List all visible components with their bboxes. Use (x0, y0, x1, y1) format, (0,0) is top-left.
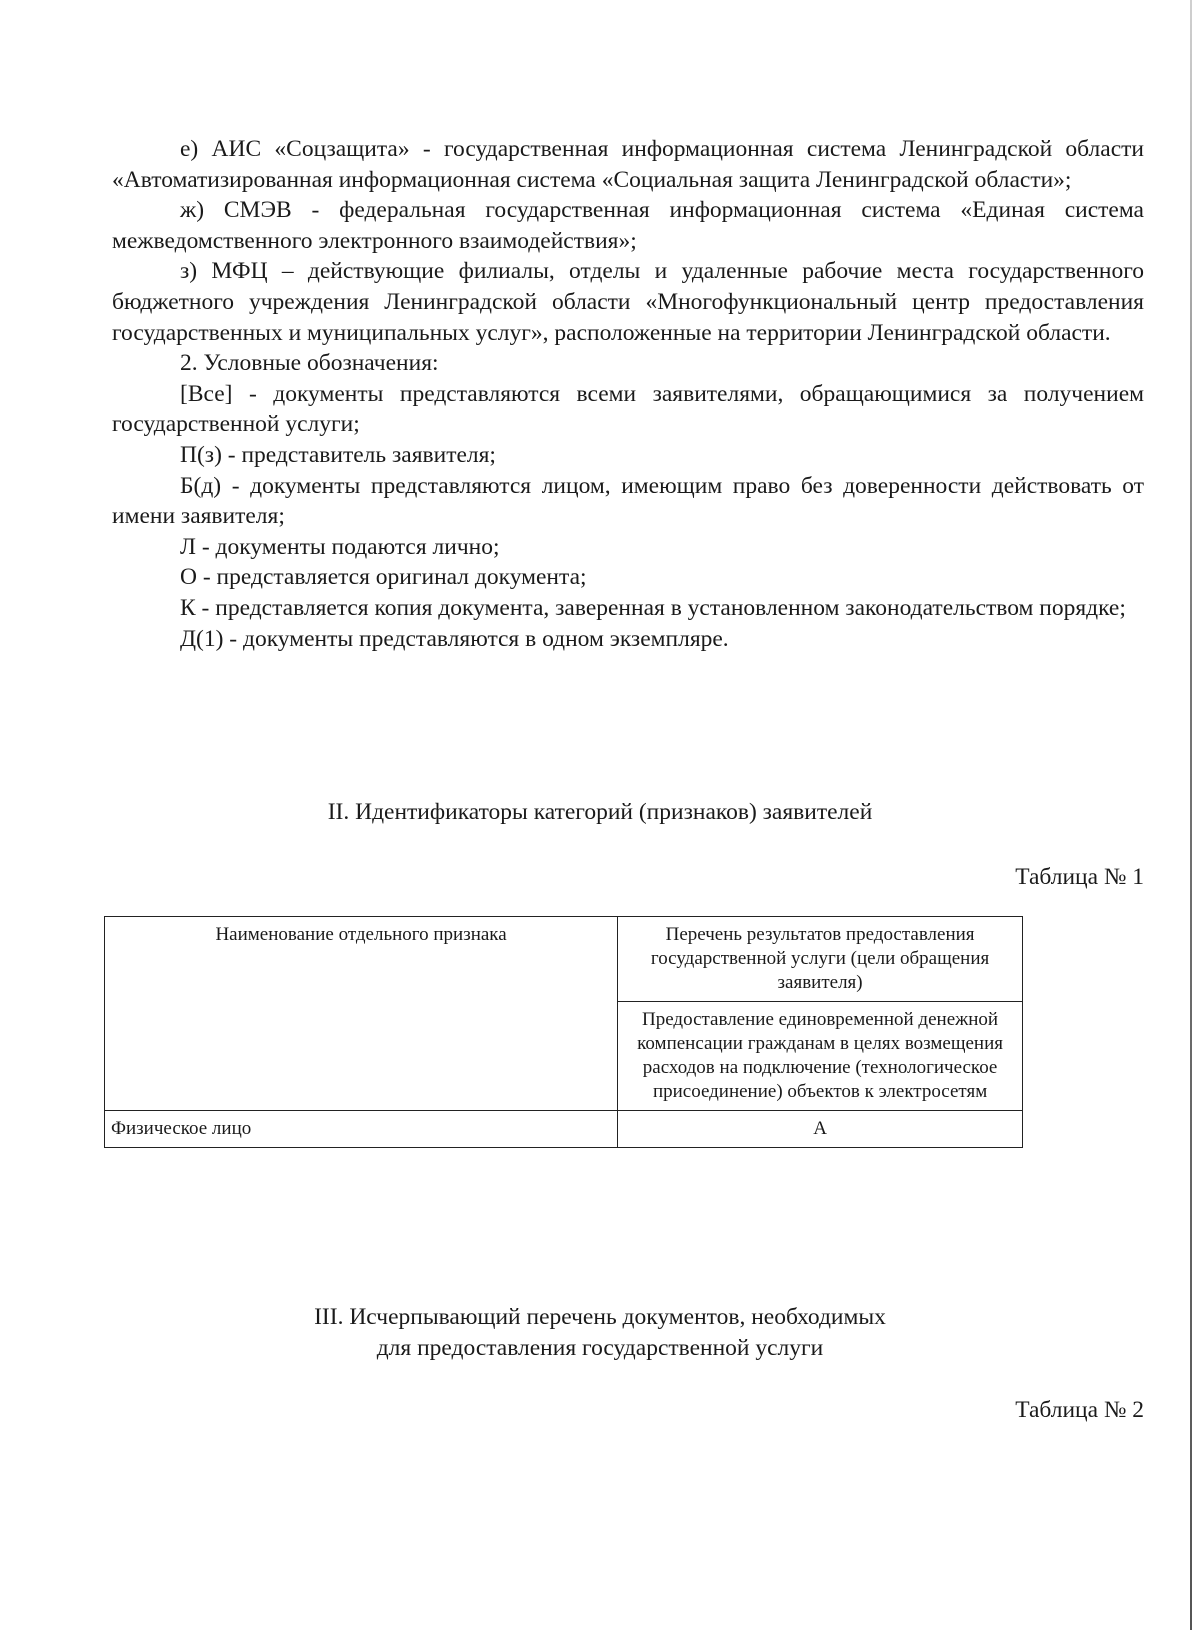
definitions-text (112, 134, 1144, 654)
paragraph-legend-k: К - представляется копия документа, заверенная в установленном законодательством порядке; (180, 594, 1126, 621)
col2-header: Перечень результатов предоставления государственной услуги (цели обращения заявителя) (618, 917, 1023, 1002)
paragraph-legend-o: О - представляется оригинал документа; (180, 564, 587, 591)
section2-title: II. Идентификаторы категорий (признаков) заявителей (327, 799, 873, 825)
table2-label: Таблица № 2 (1015, 1397, 1144, 1423)
paragraph-legend-l: Л - документы подаются лично; (180, 533, 500, 560)
section3-title (0, 1302, 1200, 1363)
paragraph-legend-rep: П(з) - представитель заявителя; (180, 441, 496, 468)
paragraph-mfc: з) МФЦ – действующие филиалы, отделы и удаленные рабочие места государственного бюджетного учреждения Ленинградской области «Многофункциональный центр предоставления государственных и муниципальных услуг», расположенные на территории Ленинградской области. (112, 258, 1144, 346)
col1-header: Наименование отдельного признака (105, 917, 618, 1111)
value-cell: А (618, 1111, 1023, 1148)
paragraph-legend-title: 2. Условные обозначения: (180, 350, 439, 377)
feature-cell: Физическое лицо (105, 1111, 618, 1148)
section3-title-line2: для предоставления государственной услуги (376, 1334, 824, 1361)
paragraph-legend-bd: Б(д) - документы представляются лицом, имеющим право без доверенности действовать от имени заявителя; (112, 472, 1144, 530)
section3-title-line1: III. Исчерпывающий перечень документов, необходимых (314, 1304, 886, 1330)
table-row (105, 1111, 1023, 1148)
table1-label: Таблица № 1 (1015, 864, 1144, 890)
paragraph-smev: ж) СМЭВ - федеральная государственная информационная система «Единая система межведомственного электронного взаимодействия»; (112, 197, 1144, 254)
paragraph-legend-all: [Все] - документы представляются всеми заявителями, обращающимися за получением государственной услуги; (112, 380, 1144, 438)
applicant-categories-table (104, 916, 1023, 1148)
col2-result: Предоставление единовременной денежной компенсации гражданам в целях возмещения расходов на подключение (технологическое присоединение) объектов к электросетям (618, 1002, 1023, 1111)
paragraph-legend-d1: Д(1) - документы представляются в одном экземпляре. (180, 625, 729, 652)
paragraph-ais: е) АИС «Соцзащита» - государственная информационная система Ленинградской области «Автоматизированная информационная система «Социальная защита Ленинградской области»; (112, 136, 1144, 193)
table-header-row (105, 917, 1023, 1002)
